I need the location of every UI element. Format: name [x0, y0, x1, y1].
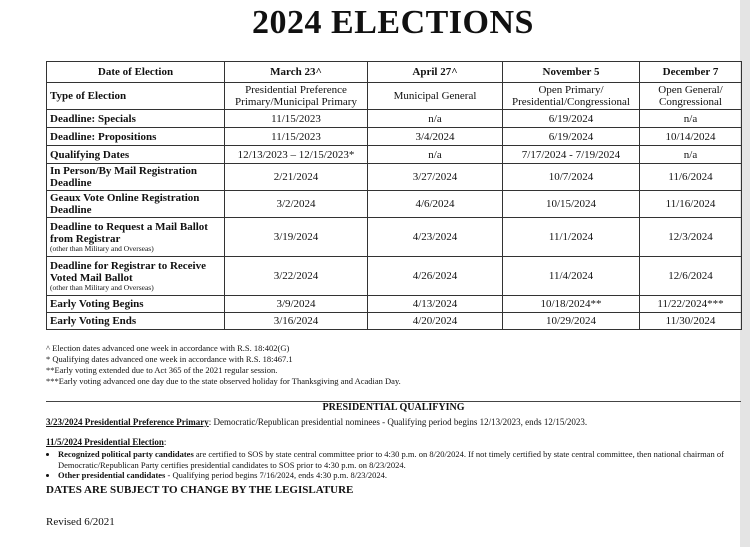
list-item — [58, 470, 748, 481]
general-election-label: 11/5/2024 Presidential Election — [46, 437, 164, 447]
table-cell: 12/3/2024 — [640, 218, 742, 257]
table-cell: n/a — [368, 110, 503, 128]
table-cell: 3/4/2024 — [368, 128, 503, 146]
table-cell: 7/17/2024 - 7/19/2024 — [503, 146, 640, 164]
table-row — [47, 128, 742, 146]
table-row — [47, 313, 742, 330]
row-label: Type of Election — [47, 83, 225, 110]
table-row — [47, 110, 742, 128]
table-cell: 4/26/2024 — [368, 257, 503, 296]
table-cell: 11/1/2024 — [503, 218, 640, 257]
table-cell: 3/9/2024 — [225, 296, 368, 313]
page-title: 2024 ELECTIONS — [252, 4, 534, 41]
row-label: Geaux Vote Online Registration Deadline — [47, 191, 225, 218]
row-label-text: Deadline for Registrar to Receive Voted Mail Ballot — [50, 260, 206, 284]
table-row — [47, 164, 742, 191]
row-label: Deadline: Propositions — [47, 128, 225, 146]
table-cell: 11/4/2024 — [503, 257, 640, 296]
table-cell: 10/29/2024 — [503, 313, 640, 330]
table-cell: 11/30/2024 — [640, 313, 742, 330]
ppp-label: 3/23/2024 Presidential Preference Primary — [46, 417, 209, 427]
table-cell: 11/22/2024*** — [640, 296, 742, 313]
table-cell: 11/6/2024 — [640, 164, 742, 191]
column-header: Date of Election — [47, 62, 225, 83]
footnote: ^ Election dates advanced one week in accordance with R.S. 18:402(G) — [46, 343, 290, 353]
table-cell: Open General/ Congressional — [640, 83, 742, 110]
table-cell: 10/7/2024 — [503, 164, 640, 191]
table-cell: 3/19/2024 — [225, 218, 368, 257]
revised-date: Revised 6/2021 — [46, 516, 115, 528]
table-cell: 3/2/2024 — [225, 191, 368, 218]
row-label-note: (other than Military and Overseas) — [50, 283, 154, 292]
table-cell: 6/19/2024 — [503, 128, 640, 146]
row-label: Deadline: Specials — [47, 110, 225, 128]
table-cell: 3/22/2024 — [225, 257, 368, 296]
table-cell: 4/6/2024 — [368, 191, 503, 218]
row-label-text: Deadline to Request a Mail Ballot from Registrar — [50, 221, 208, 245]
table-cell: 12/13/2023 – 12/15/2023* — [225, 146, 368, 164]
table-row — [47, 146, 742, 164]
table-cell: 10/15/2024 — [503, 191, 640, 218]
table-row — [47, 83, 742, 110]
table-cell: 12/6/2024 — [640, 257, 742, 296]
row-label-note: (other than Military and Overseas) — [50, 244, 154, 253]
ppp-line — [46, 417, 587, 427]
ppp-text: : Democratic/Republican presidential nominees - Qualifying period begins 12/13/2023, ends 12/15/2023. — [208, 417, 588, 427]
table-row — [47, 191, 742, 218]
table-cell: 11/16/2024 — [640, 191, 742, 218]
table-row — [47, 218, 742, 257]
table-cell: n/a — [640, 146, 742, 164]
footnotes — [46, 343, 401, 387]
table-cell: Presidential Preference Primary/Municipal Primary — [225, 83, 368, 110]
table-cell: 10/18/2024** — [503, 296, 640, 313]
presidential-qualifying-heading: PRESIDENTIAL QUALIFYING — [322, 402, 465, 413]
bullet-text: - Qualifying period begins 7/16/2024, ends 4:30 p.m. 8/23/2024. — [165, 470, 388, 480]
table-cell: 3/16/2024 — [225, 313, 368, 330]
table-cell: Open Primary/ Presidential/Congressional — [503, 83, 640, 110]
table-cell: n/a — [368, 146, 503, 164]
general-election-line — [46, 437, 166, 447]
table-cell: 6/19/2024 — [503, 110, 640, 128]
row-label: Early Voting Begins — [47, 296, 225, 313]
bullet-text: are certified to SOS by state central committee prior to 4:30 p.m. on 8/20/2024. If not timely certified by state central committee, then national chairman of Democratic/Republican Party certifies presidential candidates to SOS prior to 4:30 p.m. on 8/23/2024. — [58, 449, 724, 470]
table-cell: 4/13/2024 — [368, 296, 503, 313]
footnote: **Early voting extended due to Act 365 of the 2021 regular session. — [46, 365, 278, 375]
column-header: March 23^ — [225, 62, 368, 83]
general-election-colon: : — [163, 437, 167, 447]
row-label: Early Voting Ends — [47, 313, 225, 330]
bullet-title: Recognized political party candidates — [58, 449, 194, 459]
row-label: In Person/By Mail Registration Deadline — [47, 164, 225, 191]
column-header: April 27^ — [368, 62, 503, 83]
column-header: December 7 — [640, 62, 742, 83]
row-label: Qualifying Dates — [47, 146, 225, 164]
table-cell: 2/21/2024 — [225, 164, 368, 191]
table-cell: 11/15/2023 — [225, 110, 368, 128]
table-cell: 4/20/2024 — [368, 313, 503, 330]
table-cell: 11/15/2023 — [225, 128, 368, 146]
column-header: November 5 — [503, 62, 640, 83]
row-label — [47, 218, 225, 257]
elections-table — [46, 61, 742, 330]
table-cell: 3/27/2024 — [368, 164, 503, 191]
legislature-warning: DATES ARE SUBJECT TO CHANGE BY THE LEGISLATURE — [46, 484, 354, 496]
row-label — [47, 257, 225, 296]
table-cell: Municipal General — [368, 83, 503, 110]
table-cell: 4/23/2024 — [368, 218, 503, 257]
table-header-row — [47, 62, 742, 83]
footnote: * Qualifying dates advanced one week in accordance with R.S. 18:467.1 — [46, 354, 293, 364]
table-row — [47, 257, 742, 296]
table-row — [47, 296, 742, 313]
table-cell: n/a — [640, 110, 742, 128]
candidate-rules-list — [46, 449, 748, 481]
footnote: ***Early voting advanced one day due to the state observed holiday for Thanksgiving and Acadian Day. — [46, 376, 401, 386]
table-cell: 10/14/2024 — [640, 128, 742, 146]
bullet-title: Other presidential candidates — [58, 470, 166, 480]
list-item — [58, 449, 748, 470]
